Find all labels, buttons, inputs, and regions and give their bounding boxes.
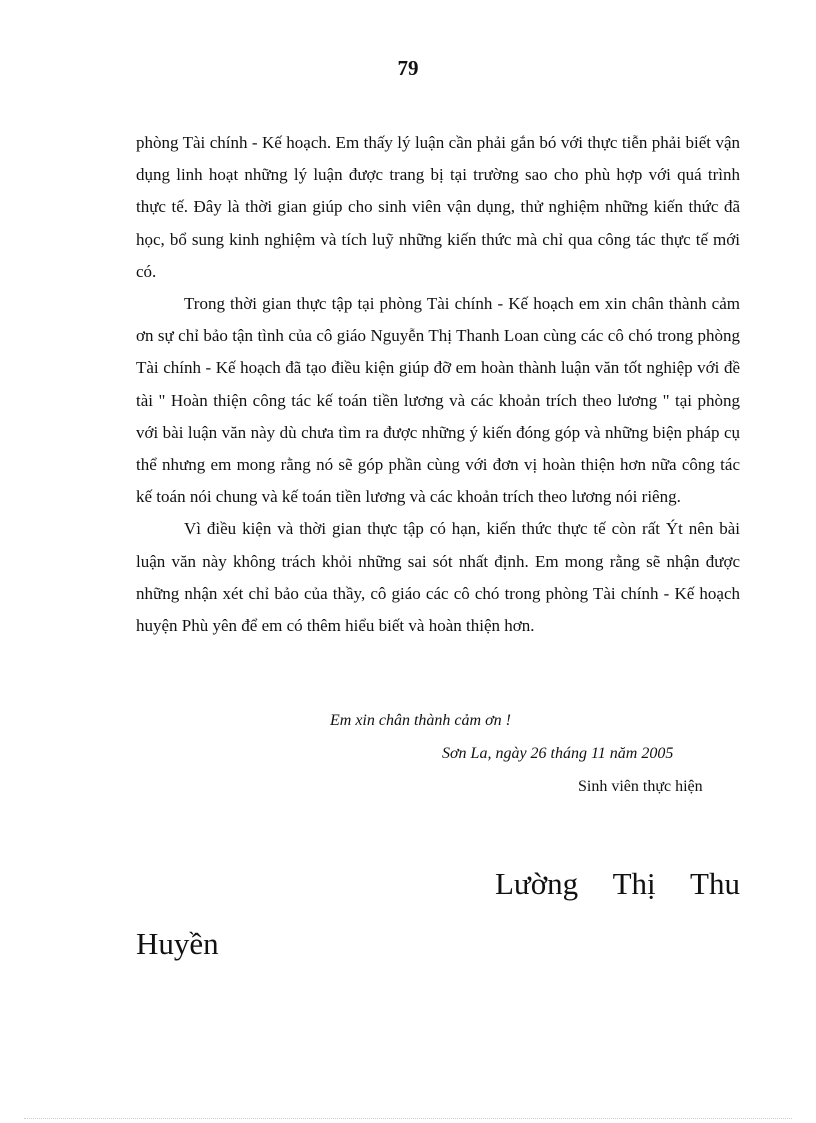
signature-word: Thu: [690, 866, 740, 901]
signature-word: Thị: [612, 866, 656, 901]
signature-word: Lường: [495, 866, 579, 901]
paragraph-acknowledgement: Trong thời gian thực tập tại phòng Tài chính - Kế hoạch em xin chân thành cảm ơn sự chỉ bảo tận tình của cô giáo Nguyễn Thị Thanh Loan cùng các cô chó trong phòng Tài chính - Kế hoạch đã tạo điều kiện giúp đỡ em hoàn thành luận văn tốt nghiệp với đề tài " Hoàn thiện công tác kế toán tiền lương và các khoản trích theo lương " tại phòng với bài luận văn này dù chưa tìm ra được những ý kiến đóng góp và những biện pháp cụ thể nhưng em mong rằng nó sẽ góp phần cùng với đơn vị hoàn thiện hơn nữa công tác kế toán nói chung và kế toán tiền lương và các khoản trích theo lương nói riêng.: [136, 294, 740, 507]
paragraph-continuation: phòng Tài chính - Kế hoạch. Em thấy lý luận cần phải gắn bó với thực tiễn phải biết vận dụng linh hoạt những lý luận được trang bị tại trường sao cho phù hợp với quá trình thực tế. Đây là thời gian giúp cho sinh viên vận dụng, thử nghiệm những kiến thức đã học, bổ sung kinh nghiệm và tích luỹ những kiến thức mà chỉ qua công tác thực tế mới có.: [136, 133, 740, 281]
signature-name-line-2: Huyền: [136, 926, 219, 961]
page-number: 79: [397, 56, 419, 80]
signature-name-line-1: [495, 866, 740, 902]
footer-divider: [24, 1118, 792, 1119]
closing-place-date: Sơn La, ngày 26 tháng 11 năm 2005: [442, 745, 674, 762]
body-text: [136, 127, 740, 642]
closing-thanks: Em xin chân thành cảm ơn !: [330, 712, 511, 729]
closing-role: Sinh viên thực hiện: [578, 778, 703, 795]
paragraph-limitations: Vì điều kiện và thời gian thực tập có hạn, kiến thức thực tế còn rất Ýt nên bài luận văn này không trách khỏi những sai sót nhất định. Em mong rằng sẽ nhận được những nhận xét chỉ bảo của thầy, cô giáo các cô chó trong phòng Tài chính - Kế hoạch huyện Phù yên để em có thêm hiểu biết và hoàn thiện hơn.: [136, 519, 740, 636]
